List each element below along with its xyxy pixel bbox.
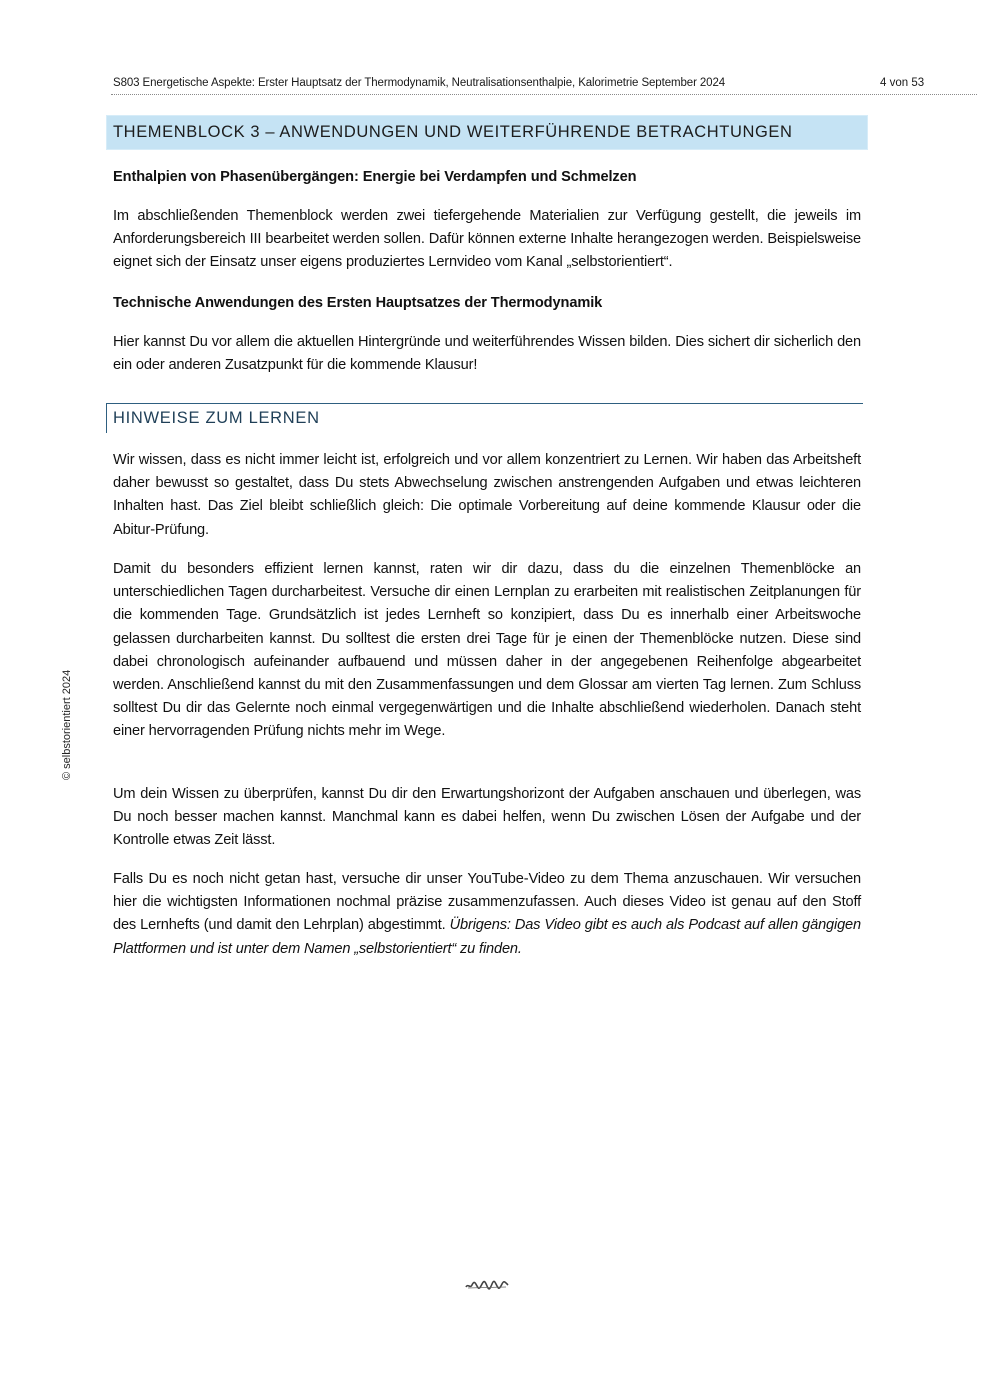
section-subheading: Technische Anwendungen des Ersten Hauptsatzes der Thermodynamik — [113, 295, 603, 311]
themenblock-heading — [106, 115, 868, 150]
hinweise-paragraph: Damit du besonders effizient lernen kannst, raten wir dir dazu, dass du die einzelnen Themenblöcke an unterschiedlichen Tagen durcharbeitest. Versuche dir einen Lernplan zu erarbeiten mit realistischen Zeitplanungen für die kommenden Tage. Grundsätzlich ist jedes Lernheft so konzipiert, dass Du es innerhalb einer Arbeitswoche gelassen durcharbeiten kannst. Du solltest die ersten drei Tage für je einen der Themenblöcke nutzen. Diese sind dabei chronologisch aufeinander aufbauend und müssen daher in der angegebenen Reihenfolge abgearbeitet werden. Anschließend kannst du mit den Zusammenfassungen und dem Glossar am vierten Tag lernen. Zum Schluss solltest Du dir das Gelernte noch einmal vergegenwärtigen und die Inhalte abschließend wiederholen. Danach steht einer hervorragenden Prüfung nichts mehr im Wege. — [113, 561, 861, 740]
hinweise-paragraph-last — [113, 868, 861, 961]
hinweise-heading-text: HINWEISE ZUM LERNEN — [113, 409, 320, 427]
hinweise-paragraph: Um dein Wissen zu überprüfen, kannst Du dir den Erwartungshorizont der Aufgaben anschauen und überlegen, was Du noch besser machen kannst. Manchmal kann es dabei helfen, wenn Du zwischen Lösen der Aufgabe und der Kontrolle etwas Zeit lässt. — [113, 786, 861, 849]
section-paragraph: Im abschließenden Themenblock werden zwei tiefergehende Materialien zur Verfügung gestellt, die jeweils im Anforderungsbereich III bearbeitet werden sollen. Dafür können externe Inhalte herangezogen werden. Beispielsweise eignet sich der Einsatz unser eigens produziertes Lernvideo vom Kanal „selbstorientiert“. — [113, 208, 861, 271]
themenblock-heading-text: THEMENBLOCK 3 – ANWENDUNGEN UND WEITERFÜHRENDE BETRACHTUNGEN — [113, 123, 793, 141]
paragraph-text: Falls Du es noch nicht getan hast, versuche dir unser YouTube-Video zu dem Thema anzuschauen. Wir versuchen hier die wichtigsten Informationen nochmal präzise zusammenzufassen. Auch dieses Video ist genau auf den Stoff des Lernhefts (und damit den Lehrplan) abgestimmt. — [113, 871, 861, 934]
signature-logo-icon — [465, 1278, 509, 1290]
page-header — [111, 76, 977, 95]
hinweise-paragraph: Wir wissen, dass es nicht immer leicht ist, erfolgreich und vor allem konzentriert zu Lernen. Wir haben das Arbeitsheft daher bewusst so gestaltet, dass Du stets Abwechselung zwischen anstrengenden Aufgaben und etwas leichteren Inhalten hast. Das Ziel bleibt schließlich gleich: Die optimale Vorbereitung auf deine kommende Klausur oder die Abitur-Prüfung. — [113, 452, 861, 538]
side-copyright: © selbstorientiert 2024 — [61, 669, 73, 780]
paragraph-italic-note: Übrigens: Das Video gibt es auch als Podcast auf allen gängigen Plattformen und ist unter dem Namen „selbstorientiert“ zu finden. — [113, 917, 861, 957]
document-title: S803 Energetische Aspekte: Erster Hauptsatz der Thermodynamik, Neutralisationsenthalpie, Kalorimetrie September 2024 — [113, 77, 726, 89]
section-subheading: Enthalpien von Phasenübergängen: Energie bei Verdampfen und Schmelzen — [113, 169, 637, 185]
page-number: 4 von 53 — [880, 77, 925, 89]
section-paragraph: Hier kannst Du vor allem die aktuellen Hintergründe und weiterführendes Wissen bilden. Dies sichert dir sicherlich den ein oder anderen Zusatzpunkt für die kommende Klausur! — [113, 334, 861, 374]
hinweise-heading — [106, 403, 863, 433]
